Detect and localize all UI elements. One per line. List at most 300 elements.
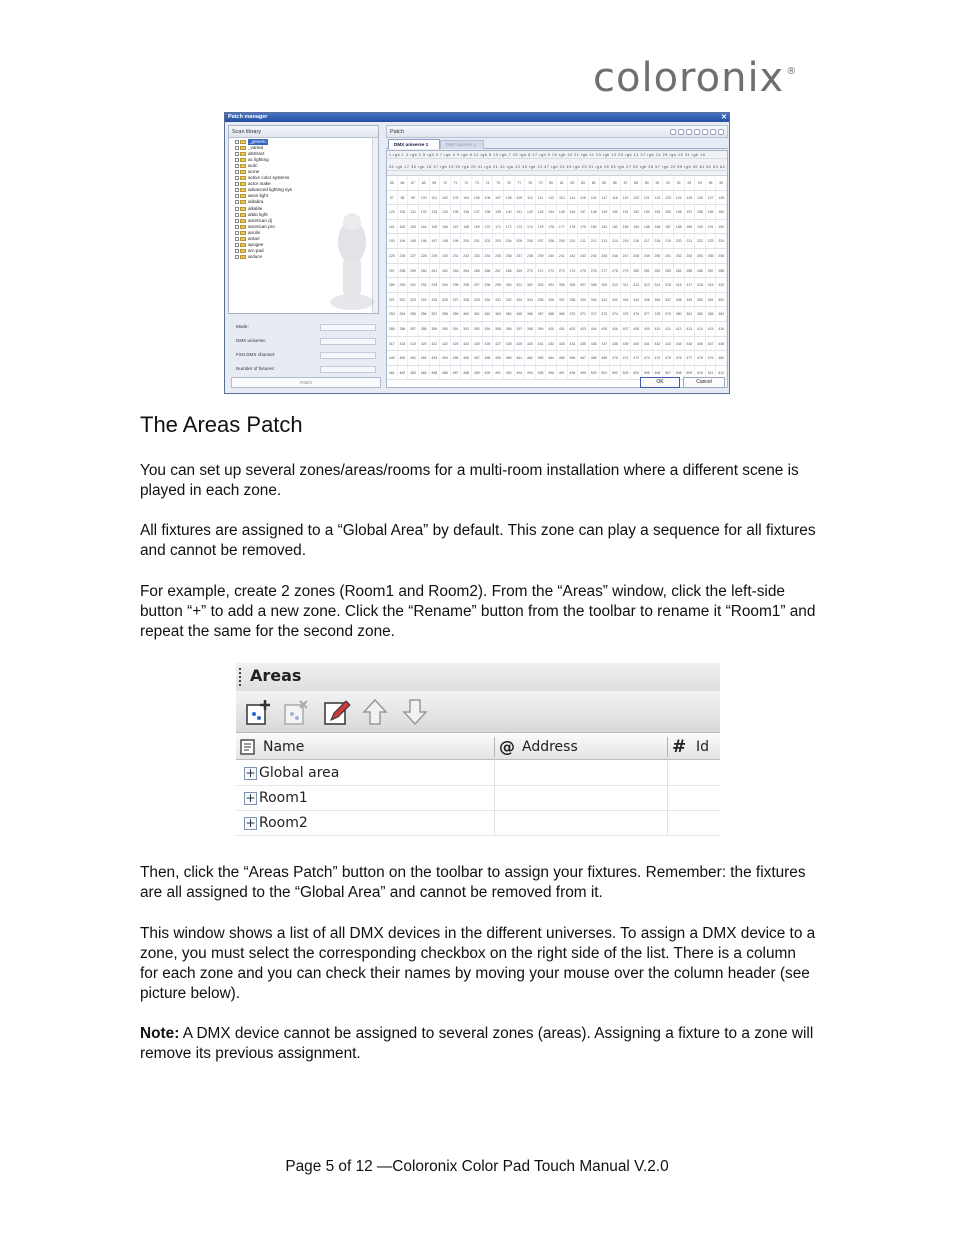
- dmx-channel-cell[interactable]: 125: [685, 191, 696, 205]
- dmx-channel-cell[interactable]: 178: [568, 220, 579, 234]
- dmx-channel-cell[interactable]: 473: [642, 351, 653, 365]
- dmx-channel-cell[interactable]: 273: [557, 264, 568, 278]
- dmx-channel-cell[interactable]: 413: [685, 322, 696, 336]
- dmx-channel-cell[interactable]: 300: [504, 278, 515, 292]
- dmx-channel-cell[interactable]: 439: [621, 337, 632, 351]
- dmx-channel-cell[interactable]: 183: [621, 220, 632, 234]
- dmx-channel-cell[interactable]: 456: [461, 351, 472, 365]
- dmx-channel-cell[interactable]: 302: [525, 278, 536, 292]
- dmx-channel-cell[interactable]: 301: [515, 278, 526, 292]
- dmx-channel-cell[interactable]: 430: [525, 337, 536, 351]
- dmx-channel-cell[interactable]: 395: [493, 322, 504, 336]
- dmx-channel-cell[interactable]: 440: [631, 337, 642, 351]
- dmx-channel-cell[interactable]: 329: [472, 293, 483, 307]
- dmx-channel-cell[interactable]: 287: [706, 264, 717, 278]
- dmx-channel-cell[interactable]: 420: [419, 337, 430, 351]
- dmx-channel-cell[interactable]: 478: [695, 351, 706, 365]
- tab-dmx-universe-1[interactable]: DMX universe 1: [388, 139, 440, 149]
- column-id[interactable]: Id: [696, 739, 710, 755]
- dmx-channel-cell[interactable]: 393: [472, 322, 483, 336]
- dmx-channel-cell[interactable]: 463: [536, 351, 547, 365]
- dmx-channel-cell[interactable]: 185: [642, 220, 653, 234]
- dmx-channel-cell[interactable]: 191: [706, 220, 717, 234]
- dmx-channel-cell[interactable]: 74: [483, 176, 494, 190]
- dmx-channel-cell[interactable]: 325: [430, 293, 441, 307]
- dmx-channel-cell[interactable]: 122: [653, 191, 664, 205]
- dmx-channel-cell[interactable]: 314: [653, 278, 664, 292]
- dmx-channel-cell[interactable]: 135: [451, 205, 462, 219]
- expand-icon[interactable]: [235, 182, 239, 186]
- dmx-channel-cell[interactable]: 208: [546, 234, 557, 248]
- dmx-channel-cell[interactable]: 378: [653, 307, 664, 321]
- dmx-channel-cell[interactable]: 333: [515, 293, 526, 307]
- dmx-channel-cell[interactable]: 347: [663, 293, 674, 307]
- first-channel-select[interactable]: [320, 352, 376, 359]
- dmx-channel-cell[interactable]: 400: [546, 322, 557, 336]
- area-row-room2[interactable]: [236, 811, 720, 836]
- dmx-channel-cell[interactable]: 368: [546, 307, 557, 321]
- dmx-channel-cell[interactable]: 172: [504, 220, 515, 234]
- dmx-channel-cell[interactable]: 226: [398, 249, 409, 263]
- dmx-channel-cell[interactable]: 157: [685, 205, 696, 219]
- dmx-channel-cell[interactable]: 200: [461, 234, 472, 248]
- dmx-channel-cell[interactable]: 339: [578, 293, 589, 307]
- dmx-channel-cell[interactable]: 258: [398, 264, 409, 278]
- tool-icon[interactable]: [678, 129, 684, 135]
- dmx-channel-cell[interactable]: 252: [674, 249, 685, 263]
- add-area-icon[interactable]: [244, 697, 274, 727]
- dmx-channel-cell[interactable]: 383: [706, 307, 717, 321]
- dmx-channel-cell[interactable]: 320: [716, 278, 727, 292]
- dmx-channel-cell[interactable]: 175: [536, 220, 547, 234]
- dmx-channel-cell[interactable]: 223: [706, 234, 717, 248]
- dmx-channel-cell[interactable]: 498: [568, 366, 579, 380]
- dmx-channel-cell[interactable]: 317: [685, 278, 696, 292]
- dmx-channel-cell[interactable]: 375: [621, 307, 632, 321]
- dmx-channel-cell[interactable]: 358: [440, 307, 451, 321]
- dmx-channel-cell[interactable]: 142: [525, 205, 536, 219]
- dmx-channel-cell[interactable]: 416: [716, 322, 727, 336]
- dmx-channel-cell[interactable]: 150: [610, 205, 621, 219]
- dmx-channel-cell[interactable]: 506: [653, 366, 664, 380]
- dmx-channel-cell[interactable]: 184: [631, 220, 642, 234]
- dmx-channel-cell[interactable]: 276: [589, 264, 600, 278]
- dmx-channel-cell[interactable]: 73: [472, 176, 483, 190]
- dmx-channel-cell[interactable]: 225: [387, 249, 398, 263]
- dmx-channel-cell[interactable]: 327: [451, 293, 462, 307]
- dmx-channel-cell[interactable]: 270: [525, 264, 536, 278]
- dmx-channel-cell[interactable]: 343: [621, 293, 632, 307]
- dmx-channel-cell[interactable]: 170: [483, 220, 494, 234]
- dmx-channel-cell[interactable]: 511: [706, 366, 717, 380]
- dmx-channel-cell[interactable]: 113: [557, 191, 568, 205]
- dmx-channel-cell[interactable]: 284: [674, 264, 685, 278]
- dmx-channel-cell[interactable]: 386: [398, 322, 409, 336]
- dmx-channel-cell[interactable]: 491: [493, 366, 504, 380]
- dmx-channel-cell[interactable]: 334: [525, 293, 536, 307]
- dmx-channel-cell[interactable]: 458: [483, 351, 494, 365]
- dmx-channel-cell[interactable]: 379: [663, 307, 674, 321]
- dmx-channel-cell[interactable]: 222: [695, 234, 706, 248]
- dmx-channel-cell[interactable]: 477: [685, 351, 696, 365]
- dmx-channel-cell[interactable]: 461: [515, 351, 526, 365]
- dmx-channel-cell[interactable]: 99: [408, 191, 419, 205]
- dmx-channel-cell[interactable]: 118: [610, 191, 621, 205]
- dmx-channel-cell[interactable]: 428: [504, 337, 515, 351]
- dmx-channel-cell[interactable]: 82: [568, 176, 579, 190]
- dmx-channel-cell[interactable]: 344: [631, 293, 642, 307]
- dmx-channel-cell[interactable]: 234: [483, 249, 494, 263]
- dmx-channel-cell[interactable]: 446: [695, 337, 706, 351]
- dmx-channel-cell[interactable]: 70: [440, 176, 451, 190]
- dmx-channel-cell[interactable]: 475: [663, 351, 674, 365]
- dmx-channel-cell[interactable]: 207: [536, 234, 547, 248]
- dmx-channel-cell[interactable]: 304: [546, 278, 557, 292]
- dmx-channel-cell[interactable]: 436: [589, 337, 600, 351]
- dmx-channel-cell[interactable]: 176: [546, 220, 557, 234]
- dmx-channel-cell[interactable]: 169: [472, 220, 483, 234]
- dmx-channel-cell[interactable]: 148: [589, 205, 600, 219]
- dmx-channel-cell[interactable]: 140: [504, 205, 515, 219]
- dmx-channel-cell[interactable]: 282: [653, 264, 664, 278]
- dmx-channel-cell[interactable]: 398: [525, 322, 536, 336]
- dmx-channel-cell[interactable]: 385: [387, 322, 398, 336]
- dmx-channel-cell[interactable]: 111: [536, 191, 547, 205]
- dmx-channel-cell[interactable]: 507: [663, 366, 674, 380]
- expand-icon[interactable]: [235, 249, 239, 253]
- dmx-channel-cell[interactable]: 397: [515, 322, 526, 336]
- dmx-channel-cell[interactable]: 151: [621, 205, 632, 219]
- dmx-channel-cell[interactable]: 136: [461, 205, 472, 219]
- dmx-channel-cell[interactable]: 161: [387, 220, 398, 234]
- dmx-channel-cell[interactable]: 268: [504, 264, 515, 278]
- dmx-channel-cell[interactable]: 298: [483, 278, 494, 292]
- dmx-channel-cell[interactable]: 348: [674, 293, 685, 307]
- dmx-channel-cell[interactable]: 479: [706, 351, 717, 365]
- dmx-channel-cell[interactable]: 205: [515, 234, 526, 248]
- dmx-channel-cell[interactable]: 130: [398, 205, 409, 219]
- expand-icon[interactable]: [235, 140, 239, 144]
- dmx-channel-cell[interactable]: 115: [578, 191, 589, 205]
- dmx-channel-cell[interactable]: 230: [440, 249, 451, 263]
- dmx-channel-cell[interactable]: 68: [419, 176, 430, 190]
- dmx-channel-cell[interactable]: 121: [642, 191, 653, 205]
- dmx-channel-cell[interactable]: 105: [472, 191, 483, 205]
- dmx-channel-cell[interactable]: 203: [493, 234, 504, 248]
- dmx-channel-cell[interactable]: 457: [472, 351, 483, 365]
- dmx-channel-cell[interactable]: 279: [621, 264, 632, 278]
- dmx-channel-cell[interactable]: 470: [610, 351, 621, 365]
- dmx-channel-cell[interactable]: 168: [461, 220, 472, 234]
- dmx-channel-cell[interactable]: 131: [408, 205, 419, 219]
- dmx-channel-cell[interactable]: 291: [408, 278, 419, 292]
- dmx-channel-cell[interactable]: 256: [716, 249, 727, 263]
- dmx-channel-cell[interactable]: 144: [546, 205, 557, 219]
- dmx-channel-cell[interactable]: 66: [398, 176, 409, 190]
- dmx-channel-cell[interactable]: 464: [546, 351, 557, 365]
- dmx-channel-cell[interactable]: 351: [706, 293, 717, 307]
- dmx-channel-cell[interactable]: 376: [631, 307, 642, 321]
- dmx-channel-cell[interactable]: 158: [695, 205, 706, 219]
- dmx-channel-cell[interactable]: 242: [568, 249, 579, 263]
- dmx-channel-cell[interactable]: 508: [674, 366, 685, 380]
- dmx-channel-cell[interactable]: 390: [440, 322, 451, 336]
- dmx-channel-cell[interactable]: 81: [557, 176, 568, 190]
- dmx-channel-cell[interactable]: 179: [578, 220, 589, 234]
- dmx-channel-cell[interactable]: 407: [621, 322, 632, 336]
- expand-icon[interactable]: +: [245, 791, 256, 805]
- dmx-channel-cell[interactable]: 215: [621, 234, 632, 248]
- dmx-channel-cell[interactable]: 311: [621, 278, 632, 292]
- dmx-channel-cell[interactable]: 214: [610, 234, 621, 248]
- dmx-channel-cell[interactable]: 218: [653, 234, 664, 248]
- dmx-channel-cell[interactable]: 283: [663, 264, 674, 278]
- dmx-channel-cell[interactable]: 389: [430, 322, 441, 336]
- dmx-channel-cell[interactable]: 236: [504, 249, 515, 263]
- dmx-channel-cell[interactable]: 65: [387, 176, 398, 190]
- dmx-channel-cell[interactable]: 442: [653, 337, 664, 351]
- dmx-channel-cell[interactable]: 365: [515, 307, 526, 321]
- dmx-channel-cell[interactable]: 388: [419, 322, 430, 336]
- dmx-channel-cell[interactable]: 206: [525, 234, 536, 248]
- dmx-channel-cell[interactable]: 146: [568, 205, 579, 219]
- dmx-channel-cell[interactable]: 233: [472, 249, 483, 263]
- dmx-channel-cell[interactable]: 309: [600, 278, 611, 292]
- dmx-channel-cell[interactable]: 459: [493, 351, 504, 365]
- dmx-channel-cell[interactable]: 90: [653, 176, 664, 190]
- close-icon[interactable]: ✕: [721, 114, 727, 121]
- dmx-channel-cell[interactable]: 219: [663, 234, 674, 248]
- dmx-channel-cell[interactable]: 259: [408, 264, 419, 278]
- dmx-channel-cell[interactable]: 423: [451, 337, 462, 351]
- dmx-channel-cell[interactable]: 190: [695, 220, 706, 234]
- dmx-channel-cell[interactable]: 340: [589, 293, 600, 307]
- dmx-channel-cell[interactable]: 120: [631, 191, 642, 205]
- dmx-channel-cell[interactable]: 355: [408, 307, 419, 321]
- dmx-channel-cell[interactable]: 153: [642, 205, 653, 219]
- dmx-channel-cell[interactable]: 408: [631, 322, 642, 336]
- dmx-channel-cell[interactable]: 374: [610, 307, 621, 321]
- dmx-channel-cell[interactable]: 433: [557, 337, 568, 351]
- dmx-channel-cell[interactable]: 220: [674, 234, 685, 248]
- expand-icon[interactable]: [235, 225, 239, 229]
- dmx-channel-cell[interactable]: 71: [451, 176, 462, 190]
- dmx-channel-cell[interactable]: 165: [430, 220, 441, 234]
- dmx-channel-cell[interactable]: 503: [621, 366, 632, 380]
- dmx-channel-cell[interactable]: 332: [504, 293, 515, 307]
- expand-icon[interactable]: +: [245, 766, 256, 780]
- patch-button[interactable]: Patch: [231, 377, 381, 388]
- dmx-channel-cell[interactable]: 452: [419, 351, 430, 365]
- dmx-channel-cell[interactable]: 429: [515, 337, 526, 351]
- dmx-channel-cell[interactable]: 167: [451, 220, 462, 234]
- dmx-channel-cell[interactable]: 199: [451, 234, 462, 248]
- dmx-channel-cell[interactable]: 143: [536, 205, 547, 219]
- dmx-channel-cell[interactable]: 164: [419, 220, 430, 234]
- dmx-channel-cell[interactable]: 264: [461, 264, 472, 278]
- dmx-channel-cell[interactable]: 138: [483, 205, 494, 219]
- dmx-channel-cell[interactable]: 337: [557, 293, 568, 307]
- dmx-channel-cell[interactable]: 217: [642, 234, 653, 248]
- dmx-channel-cell[interactable]: 210: [568, 234, 579, 248]
- dmx-channel-cell[interactable]: 447: [706, 337, 717, 351]
- dmx-channel-cell[interactable]: 197: [430, 234, 441, 248]
- dmx-channel-cell[interactable]: 152: [631, 205, 642, 219]
- dmx-channel-cell[interactable]: 141: [515, 205, 526, 219]
- tool-icon[interactable]: [686, 129, 692, 135]
- dmx-channel-cell[interactable]: 350: [695, 293, 706, 307]
- dmx-channel-cell[interactable]: 444: [674, 337, 685, 351]
- dmx-channel-cell[interactable]: 253: [685, 249, 696, 263]
- dmx-channel-cell[interactable]: 160: [716, 205, 727, 219]
- fixture-count-select[interactable]: [320, 366, 376, 373]
- dmx-channel-cell[interactable]: 271: [536, 264, 547, 278]
- area-row-global[interactable]: [236, 761, 720, 786]
- dmx-channel-cell[interactable]: 91: [663, 176, 674, 190]
- area-row-room1[interactable]: [236, 786, 720, 811]
- dmx-channel-cell[interactable]: 83: [578, 176, 589, 190]
- dmx-channel-cell[interactable]: 154: [653, 205, 664, 219]
- dmx-channel-cell[interactable]: 240: [546, 249, 557, 263]
- dmx-channel-cell[interactable]: 460: [504, 351, 515, 365]
- dmx-channel-cell[interactable]: 221: [685, 234, 696, 248]
- dmx-channel-cell[interactable]: 213: [600, 234, 611, 248]
- dmx-channel-cell[interactable]: 266: [483, 264, 494, 278]
- dmx-channel-cell[interactable]: 346: [653, 293, 664, 307]
- dmx-channel-cell[interactable]: 188: [674, 220, 685, 234]
- dmx-channel-cell[interactable]: 406: [610, 322, 621, 336]
- dmx-channel-cell[interactable]: 504: [631, 366, 642, 380]
- dmx-channel-cell[interactable]: 316: [674, 278, 685, 292]
- dmx-channel-cell[interactable]: 127: [706, 191, 717, 205]
- dmx-channel-cell[interactable]: 414: [695, 322, 706, 336]
- dmx-channel-cell[interactable]: 96: [716, 176, 727, 190]
- tool-icon[interactable]: [694, 129, 700, 135]
- dmx-channel-cell[interactable]: 132: [419, 205, 430, 219]
- dmx-channel-cell[interactable]: 495: [536, 366, 547, 380]
- dmx-channel-cell[interactable]: 396: [504, 322, 515, 336]
- column-address[interactable]: Address: [522, 739, 578, 755]
- dmx-channel-cell[interactable]: 431: [536, 337, 547, 351]
- dmx-channel-cell[interactable]: 247: [621, 249, 632, 263]
- dmx-channel-cell[interactable]: 296: [461, 278, 472, 292]
- dmx-channel-cell[interactable]: 202: [483, 234, 494, 248]
- dmx-channel-cell[interactable]: 265: [472, 264, 483, 278]
- dmx-channel-cell[interactable]: 180: [589, 220, 600, 234]
- dmx-channel-cell[interactable]: 451: [408, 351, 419, 365]
- ok-button[interactable]: OK: [640, 377, 680, 388]
- dmx-channel-cell[interactable]: 450: [398, 351, 409, 365]
- dmx-channel-cell[interactable]: 488: [461, 366, 472, 380]
- dmx-channel-cell[interactable]: 441: [642, 337, 653, 351]
- dmx-channel-cell[interactable]: 496: [546, 366, 557, 380]
- dmx-channel-cell[interactable]: 211: [578, 234, 589, 248]
- dmx-channel-cell[interactable]: 485: [430, 366, 441, 380]
- column-separator[interactable]: [667, 737, 668, 757]
- move-down-icon[interactable]: [400, 697, 430, 727]
- dmx-channel-cell[interactable]: 426: [483, 337, 494, 351]
- dmx-channel-cell[interactable]: 77: [515, 176, 526, 190]
- dmx-channel-cell[interactable]: 84: [589, 176, 600, 190]
- dmx-channel-cell[interactable]: 92: [674, 176, 685, 190]
- dmx-channel-cell[interactable]: 272: [546, 264, 557, 278]
- dmx-channel-cell[interactable]: 360: [461, 307, 472, 321]
- dmx-channel-cell[interactable]: 497: [557, 366, 568, 380]
- expand-icon[interactable]: [235, 194, 239, 198]
- dmx-channel-cell[interactable]: 324: [419, 293, 430, 307]
- dmx-channel-cell[interactable]: 76: [504, 176, 515, 190]
- dmx-channel-cell[interactable]: 145: [557, 205, 568, 219]
- dmx-channel-cell[interactable]: 137: [472, 205, 483, 219]
- dmx-channel-cell[interactable]: 241: [557, 249, 568, 263]
- dmx-channel-cell[interactable]: 319: [706, 278, 717, 292]
- dmx-channel-cell[interactable]: 166: [440, 220, 451, 234]
- tool-icon[interactable]: [710, 129, 716, 135]
- dmx-channel-cell[interactable]: 403: [578, 322, 589, 336]
- dmx-channel-cell[interactable]: 493: [515, 366, 526, 380]
- dmx-channel-cell[interactable]: 328: [461, 293, 472, 307]
- dmx-channel-cell[interactable]: 129: [387, 205, 398, 219]
- dmx-channel-cell[interactable]: 260: [419, 264, 430, 278]
- dmx-channel-cell[interactable]: 443: [663, 337, 674, 351]
- dmx-channel-cell[interactable]: 315: [663, 278, 674, 292]
- dmx-channel-cell[interactable]: 354: [398, 307, 409, 321]
- dmx-channel-cell[interactable]: 97: [387, 191, 398, 205]
- dmx-channel-cell[interactable]: 134: [440, 205, 451, 219]
- dmx-channel-cell[interactable]: 196: [419, 234, 430, 248]
- dmx-channel-cell[interactable]: 321: [387, 293, 398, 307]
- dmx-channel-cell[interactable]: 173: [515, 220, 526, 234]
- dmx-channel-cell[interactable]: 133: [430, 205, 441, 219]
- dmx-channel-cell[interactable]: 281: [642, 264, 653, 278]
- dmx-channel-cell[interactable]: 250: [653, 249, 664, 263]
- dmx-channel-cell[interactable]: 345: [642, 293, 653, 307]
- dmx-channel-cell[interactable]: 107: [493, 191, 504, 205]
- dmx-channel-cell[interactable]: 232: [461, 249, 472, 263]
- dmx-channel-cell[interactable]: 261: [430, 264, 441, 278]
- dmx-channel-cell[interactable]: 181: [600, 220, 611, 234]
- dmx-channel-cell[interactable]: 262: [440, 264, 451, 278]
- dmx-channel-cell[interactable]: 119: [621, 191, 632, 205]
- dmx-channel-cell[interactable]: 263: [451, 264, 462, 278]
- dmx-channel-cell[interactable]: 280: [631, 264, 642, 278]
- dmx-channel-cell[interactable]: 289: [387, 278, 398, 292]
- move-up-icon[interactable]: [360, 697, 390, 727]
- dmx-channel-cell[interactable]: 357: [430, 307, 441, 321]
- dmx-channel-cell[interactable]: 186: [653, 220, 664, 234]
- mode-select[interactable]: [320, 324, 376, 331]
- dmx-channel-cell[interactable]: 310: [610, 278, 621, 292]
- dmx-channel-cell[interactable]: 195: [408, 234, 419, 248]
- dmx-channel-cell[interactable]: 356: [419, 307, 430, 321]
- dmx-channel-cell[interactable]: 277: [600, 264, 611, 278]
- dmx-channel-cell[interactable]: 238: [525, 249, 536, 263]
- dmx-channel-cell[interactable]: 94: [695, 176, 706, 190]
- dmx-channel-cell[interactable]: 187: [663, 220, 674, 234]
- dmx-channel-cell[interactable]: 306: [568, 278, 579, 292]
- dmx-channel-cell[interactable]: 445: [685, 337, 696, 351]
- dmx-channel-cell[interactable]: 469: [600, 351, 611, 365]
- dmx-channel-cell[interactable]: 391: [451, 322, 462, 336]
- dmx-channel-cell[interactable]: 79: [536, 176, 547, 190]
- dmx-channel-cell[interactable]: 124: [674, 191, 685, 205]
- dmx-channel-cell[interactable]: 382: [695, 307, 706, 321]
- dmx-channel-cell[interactable]: 224: [716, 234, 727, 248]
- dmx-channel-cell[interactable]: 381: [685, 307, 696, 321]
- dmx-channel-cell[interactable]: 481: [387, 366, 398, 380]
- dmx-channel-cell[interactable]: 331: [493, 293, 504, 307]
- dmx-channel-cell[interactable]: 499: [578, 366, 589, 380]
